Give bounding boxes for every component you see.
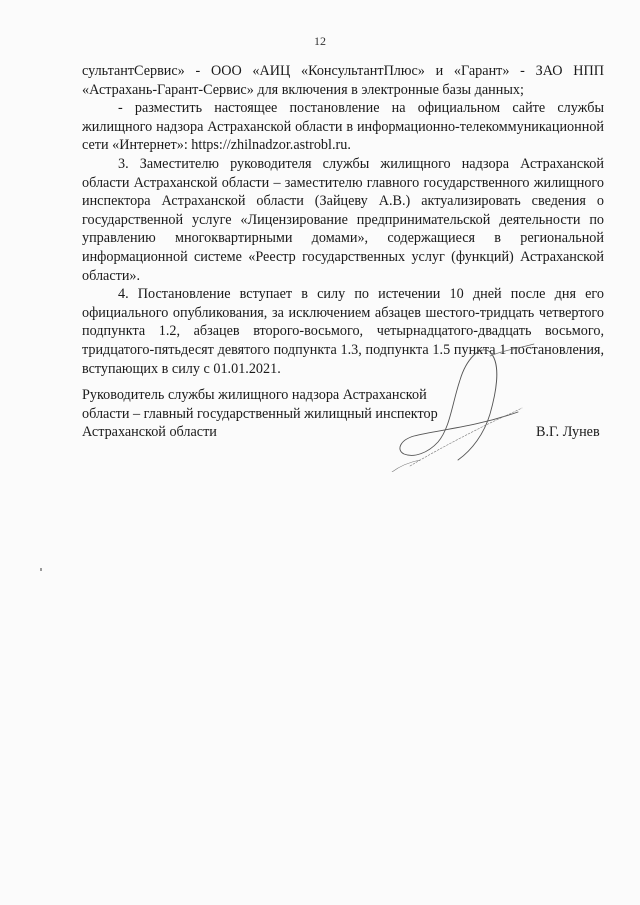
page-number: 12 <box>314 34 326 48</box>
document-body <box>82 62 604 378</box>
signer-position: Руководитель службы жилищного надзора Астраханской области – главный государственный жилищный инспектор Астраханской области <box>82 387 438 441</box>
handwritten-signature <box>380 342 540 472</box>
paragraph-item-3: 3. Заместителю руководителя службы жилищного надзора Астраханской области Астраханской области – заместителю главного государственного жилищного инспектора Астраханской области (Зайцеву А.В.) актуализировать сведения о государственной услуге «Лицензирование предпринимательской деятельности по управлению многоквартирными домами», содержащиеся в региональной информационной системе «Реестр государственных услуг (функций) Астраханской области». <box>82 155 604 284</box>
paragraph-item-4: 4. Постановление вступает в силу по истечении 10 дней после дня его официального опубликования, за исключением абзацев шестого-тридцать четвертого подпункта 1.2, абзацев второго-восьмого, четырнадцатого-двадцать восьмого, тридцатого-пятьдесят девятого подпункта 1.3, подпункта 1.5 пункта 1 постановления, вступающих в силу с 01.01.2021. <box>82 286 604 377</box>
scan-artifact <box>40 568 42 571</box>
signer-name: В.Г. Лунев <box>536 424 600 440</box>
paragraph-publish-online: - разместить настоящее постановление на официальном сайте службы жилищного надзора Астраханской области в информационно-телекоммуникационной сети «Интернет»: https://zhilnadzor.astrobl.ru. <box>82 100 604 154</box>
paragraph-distribution: сультантСервис» - ООО «АИЦ «КонсультантПлюс» и «Гарант» - ЗАО НПП «Астрахань-Гарант-Сервис» для включения в электронные базы данных; <box>82 63 604 98</box>
